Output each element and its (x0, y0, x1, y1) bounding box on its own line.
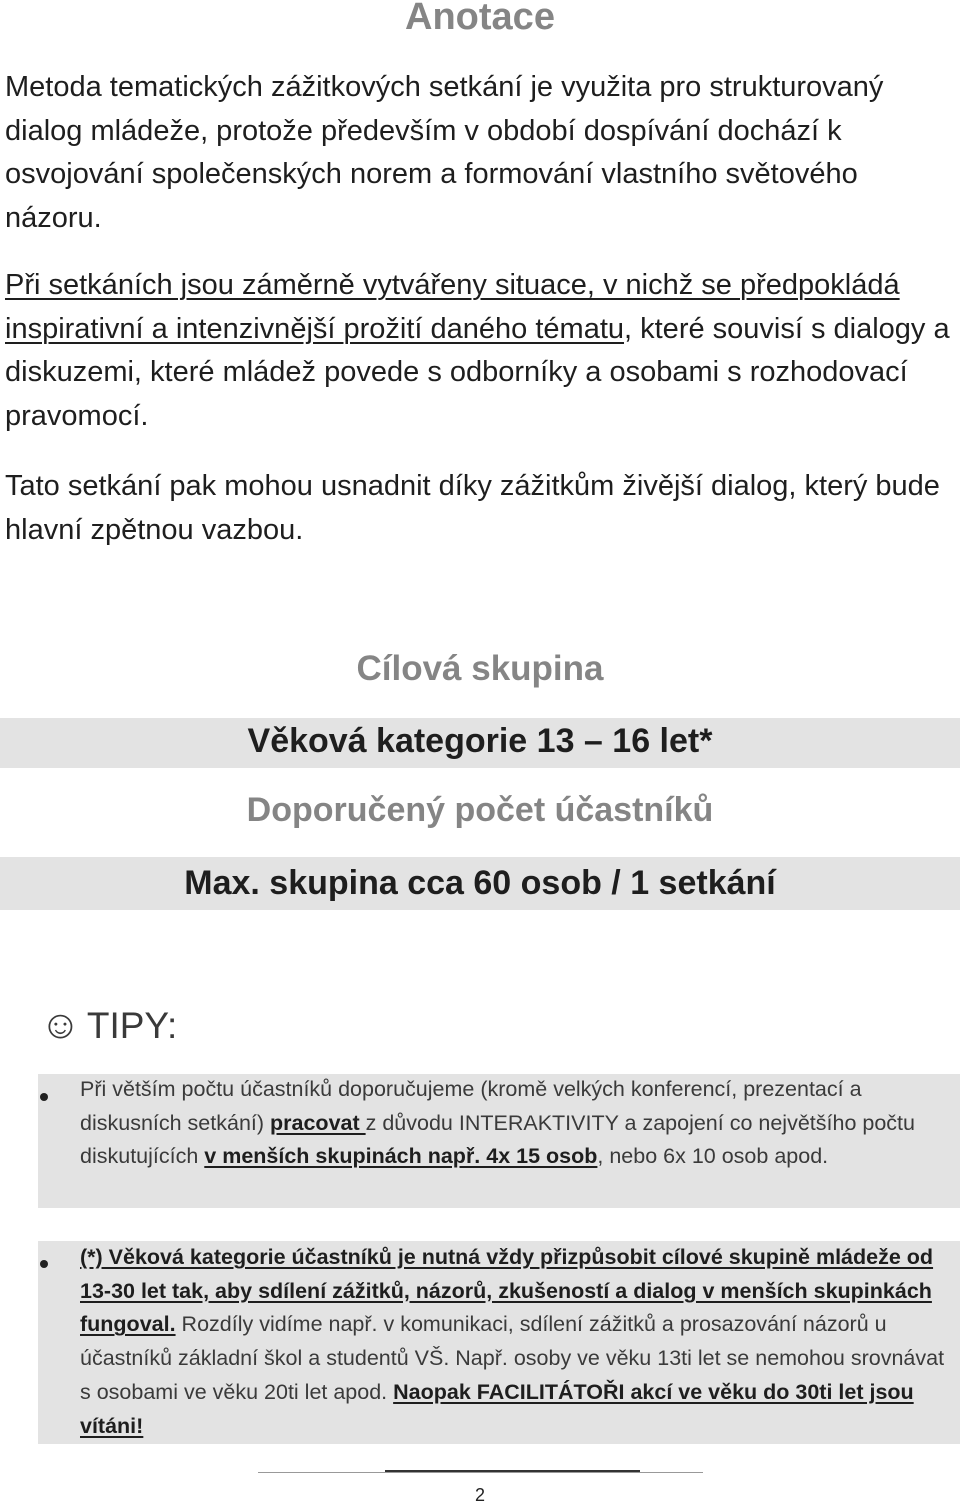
page-number: 2 (474, 1485, 485, 1505)
tip-1-text-e: , nebo 6x 10 osob apod. (597, 1144, 829, 1169)
tip-2-text-c: Naopak FACILITÁTOŘI akcí ve věku do 30ti let jsou vítáni! (80, 1379, 914, 1438)
annotation-paragraph-1: Metoda tematických zážitkových setkání je využita pro strukturovaný dialog mládeže, protože především v období dospívání dochází k osvojování společenských norem a formování vlastního světového názoru. (5, 71, 884, 234)
tip-1-text-c: z důvodu INTERAKTIVITY a zapojení co největšího počtu diskutujících (80, 1110, 915, 1169)
tip-2-text-a: (*) Věková kategorie účastníků je nutná vždy přizpůsobit cílové skupině mládeže od 13-30 let tak, aby sdílení zážitků, názorů, zkušeností a dialog v menších skupinkách fungoval. (80, 1245, 934, 1337)
footer-divider-accent (385, 1470, 640, 1472)
bullet-icon (40, 1260, 48, 1268)
bullet-icon (40, 1093, 48, 1101)
tip-1-text-b: pracovat (270, 1110, 366, 1135)
annotation-paragraph-2 (5, 264, 955, 438)
tips-heading (40, 1000, 177, 1051)
tip-2 (80, 1241, 960, 1443)
tip-1-text-d: v menších skupinách např. 4x 15 osob (204, 1144, 598, 1169)
max-group-text: Max. skupina cca 60 osob / 1 setkání (184, 864, 776, 902)
recommended-participants-title: Doporučený počet účastníků (246, 791, 714, 829)
annotation-paragraph-2-rest: , které souvisí s dialogy a diskuzemi, které mládež povede s odborníky a osobami s rozhodovací pravomocí. (5, 312, 950, 432)
footer-divider (258, 1472, 703, 1473)
annotation-paragraph-2-underlined: Při setkáních jsou záměrně vytvářeny situace, v nichž se předpokládá inspirativní a intenzivnější prožití daného tématu (5, 269, 900, 345)
tip-1-text-a: Při větším počtu účastníků doporučujeme (kromě velkých konferencí, prezentací a diskusních setkání) (80, 1077, 862, 1135)
section-title-annotation: Anotace (405, 0, 555, 38)
smiley-icon: ☺ (40, 1003, 81, 1047)
section-title-target-group: Cílová skupina (356, 649, 604, 688)
tip-1 (80, 1073, 960, 1174)
tips-title: TIPY: (86, 1005, 178, 1046)
age-category-text: Věková kategorie 13 – 16 let* (247, 722, 713, 760)
tip-2-text-b: Rozdíly vidíme např. v komunikaci, sdílení zážitků a prosazování názorů u účastníků základní škol a studentů VŠ. Např. osoby ve věku 13ti let se nemohou srovnávat s osobami ve věku 20ti let apod. (80, 1312, 945, 1404)
annotation-paragraph-3: Tato setkání pak mohou usnadnit díky zážitkům živější dialog, který bude hlavní zpětnou vazbou. (5, 470, 940, 546)
